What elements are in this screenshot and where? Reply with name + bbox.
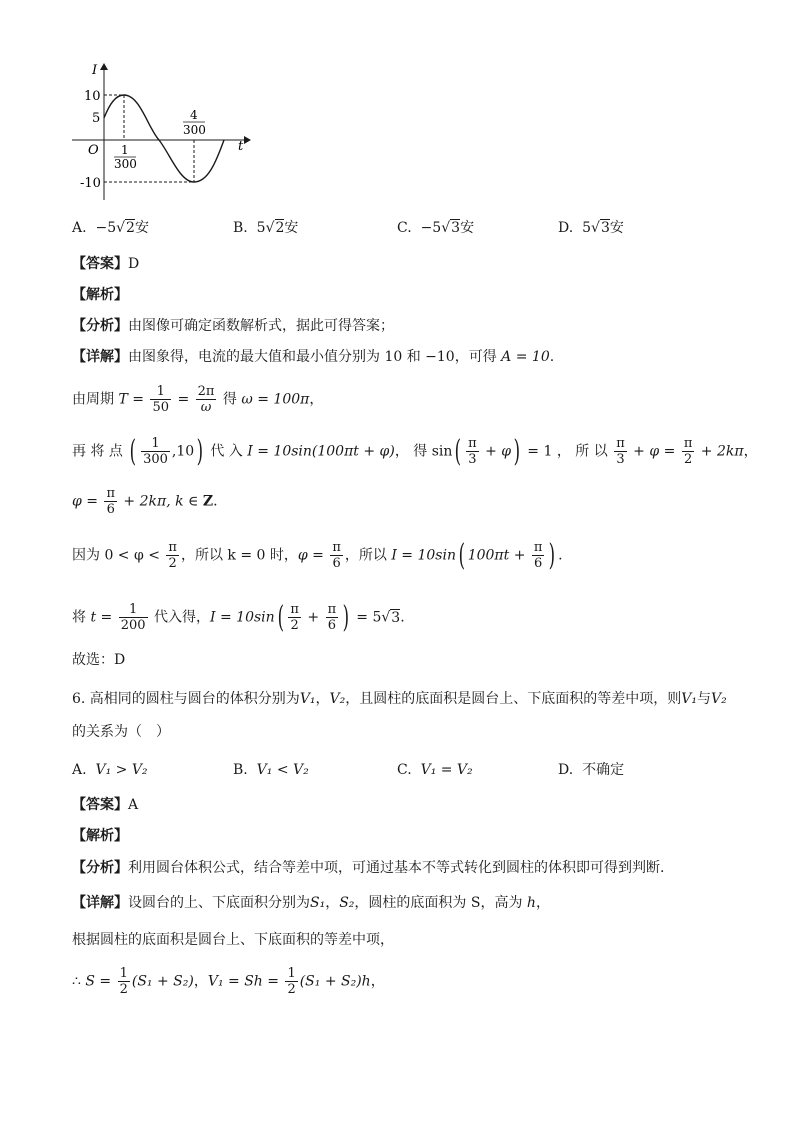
q6-fenxi-text: 利用圆台体积公式，结合等差中项，可通过基本不等式转化到圆柱的体积即可得到判断.: [128, 860, 665, 876]
q5-option-c-coef: −5: [420, 220, 442, 236]
q5-line3-pre: 再 将 点: [72, 443, 128, 460]
q5-line3-res-pi1: π: [616, 436, 625, 451]
q5-line3-sin-pi: π: [468, 436, 477, 451]
q5-line2-eq2: =: [177, 391, 194, 408]
q5-line3-paren-close: ): [196, 433, 204, 469]
q5-line3-mid: 代 入: [210, 443, 248, 460]
q5-line6-plus: +: [302, 609, 324, 626]
q5-line1-text: 由图象得，电流的最大值和最小值分别为 10 和 −10，可得: [128, 349, 502, 365]
q5-fenxi-tag: 【分析】: [72, 318, 128, 334]
q5-line3-de: ， 得: [394, 443, 432, 460]
q5-line5-pi3: π: [533, 540, 543, 555]
q5-option-c-radicand: 3: [451, 220, 461, 236]
q5-line2-frac1: [150, 384, 171, 415]
q6-h: h: [526, 895, 536, 911]
q6-V2: V₂: [329, 691, 346, 707]
q5-option-a[interactable]: A. −5√2安: [72, 220, 149, 236]
q6-line-c-pre: ∴: [72, 973, 86, 990]
q6-V1b: V₁: [681, 691, 698, 707]
q6-V1: V₁: [299, 691, 316, 707]
q6-V2b: V₂: [711, 691, 727, 707]
q6-detail-line-3: [72, 966, 385, 997]
q5-option-a-unit: 安: [134, 220, 149, 236]
q6-answer-value: A: [128, 797, 139, 813]
q5-line2-T: T: [118, 391, 128, 408]
q5-option-b[interactable]: B. 5√2安: [233, 220, 299, 236]
q5-detail-line-4: [72, 486, 218, 517]
q5-line5-paren-open: (: [458, 537, 466, 573]
q5-line3-sin: sin: [431, 443, 453, 460]
q5-option-c-unit: 安: [460, 220, 475, 236]
q5-line3-sin-paren-close: ): [513, 433, 521, 469]
q6-line-c-sum: (S₁ + S₂): [131, 973, 194, 990]
q5-line2-pre: 由周期: [72, 391, 119, 408]
q6-stem-1: 6. 高相同的圆柱与圆台的体积分别为: [72, 691, 300, 707]
t2-den: 300: [183, 123, 206, 137]
q5-detail-line-6: 将 t = $\frac{1}{200}$ 代入得，I = 10sin( $\frac{\pi}{2}$ + $\frac{\pi}{6}$ ) = 5√3.: [72, 599, 405, 635]
q5-line2-omega: ω = 100π: [241, 391, 310, 408]
q6-option-d-text: 不确定: [582, 762, 625, 778]
q5-option-d-unit: 安: [609, 220, 624, 236]
q5-line2-frac2-num: 2π: [197, 384, 215, 399]
q5-line3-res-frac1: [614, 436, 627, 467]
q6-option-c-label: C.: [397, 762, 412, 778]
q6-line-c-half-num1: 1: [119, 966, 128, 981]
q5-option-b-coef: 5: [256, 220, 266, 236]
q6-xiangjie-1: 设圆台的上、下底面积分别为: [128, 895, 310, 911]
q5-line4-pi: π: [106, 486, 115, 501]
q5-fenxi-text: 由图像可确定函数解析式，据此可得答案；: [128, 318, 394, 334]
q5-option-b-unit: 安: [284, 220, 299, 236]
q5-line3-eq1: = 1: [522, 443, 553, 460]
q5-option-d-label: D.: [558, 220, 574, 236]
q6-answer: [72, 795, 138, 815]
q6-detail-line-1: [72, 893, 550, 913]
axis-y-label: I: [92, 63, 98, 78]
q5-option-a-coef: −5: [95, 220, 117, 236]
q5-line6-pre: 将: [72, 609, 91, 626]
q5-line5-pre: 因为 0 < φ <: [72, 547, 165, 564]
q5-line5-mid: ，所以 k = 0 时，: [180, 547, 298, 564]
q5-line3-eq: I = 10sin(100πt + φ): [247, 443, 395, 460]
q5-line5-suoyi: ，所以: [344, 547, 392, 564]
q6-line-c-half-num2: 1: [287, 966, 296, 981]
q6-line-c-frac1: [118, 966, 130, 997]
q6-stem-2: ，且圆柱的底面积是圆台上、下底面积的等差中项，则: [345, 691, 682, 707]
q6-option-b-text: V₁ < V₂: [256, 762, 309, 778]
q5-line6-paren-close: ): [342, 599, 350, 635]
q5-line5-arg: 100πt +: [467, 547, 530, 564]
q5-line2-frac1-den: 50: [152, 400, 169, 415]
q5-line5-phi: φ =: [297, 547, 329, 564]
q5-line4-Z: Z: [202, 493, 214, 510]
q5-line3-point-frac: [141, 436, 170, 467]
q5-option-c-label: C.: [397, 220, 412, 236]
q5-option-d-coef: 5: [582, 220, 592, 236]
q5-choice: 故选：D: [72, 652, 126, 668]
q6-comma1: ，: [315, 691, 330, 707]
q6-line-c-S: S =: [85, 973, 116, 990]
q5-line6-t-num: 1: [119, 602, 148, 618]
q5-option-b-label: B.: [233, 220, 248, 236]
q5-line6-I: I = 10sin: [210, 609, 275, 626]
q5-line5-frac3: [532, 540, 545, 571]
q5-line3-point-den: 300: [143, 452, 168, 467]
t2-num: 4: [190, 108, 198, 122]
q5-line6-mid: 代入得，: [149, 609, 210, 626]
q5-line2-eq1: =: [127, 391, 149, 408]
q5-line3-point-num: 1: [141, 436, 170, 452]
q5-line6-frac2: [326, 602, 339, 633]
q5-option-a-label: A.: [72, 220, 87, 236]
t1-num: 1: [121, 143, 129, 157]
q5-line6-end: .: [400, 609, 405, 626]
q6-analysis-tag: 【解析】: [72, 828, 128, 844]
q5-line6-pi1: π: [290, 602, 299, 617]
q6-line-c-end: ，: [370, 973, 385, 990]
q6-xiangjie-end: ，: [535, 895, 550, 911]
tick-neg10: -10: [80, 176, 101, 191]
q5-line5-I: I = 10sin: [391, 547, 456, 564]
q6-option-b[interactable]: [233, 760, 309, 780]
q5-line3-sin-3: 3: [468, 452, 477, 467]
q5-line6-frac: [119, 602, 148, 633]
q6-fenxi: [72, 858, 664, 878]
q6-S2: S₂: [339, 895, 355, 911]
q5-line2-frac2-den: ω: [200, 400, 212, 415]
q5-line5-pi: π: [168, 540, 177, 555]
q5-answer: [72, 254, 139, 274]
q5-line6-radicand: 3: [391, 609, 401, 626]
q5-line6-t: t =: [90, 609, 117, 626]
q5-line6-pi2: π: [327, 602, 337, 617]
q5-fenxi: [72, 316, 394, 336]
q5-line1-math: A = 10: [501, 349, 550, 365]
q5-line4-end: .: [213, 493, 218, 510]
q5-line3-res-2: 2: [683, 452, 693, 467]
q6-line-c-frac2: [285, 966, 297, 997]
q5-option-c[interactable]: C. −5√3安: [397, 220, 475, 236]
q5-detail-line-1: [72, 347, 554, 367]
axis-x-label: t: [238, 139, 244, 154]
q5-line2-end: ，: [309, 391, 324, 408]
q5-line3-res-mid: + φ =: [628, 443, 680, 460]
q5-line2-frac1-num: 1: [150, 384, 171, 400]
q5-line3-res-rhs: + 2kπ: [696, 443, 744, 460]
q5-option-b-radicand: 2: [275, 220, 285, 236]
q5-line3-end: ，: [743, 443, 758, 460]
q5-line3-point-y: ,10: [171, 443, 195, 460]
q6-detail-line-2: 根据圆柱的底面积是圆台上、下底面积的等差中项，: [72, 932, 394, 948]
q6-line-c-mid: ，: [193, 973, 208, 990]
q6-stem-3: 与: [697, 691, 712, 707]
q5-line2-frac2: [196, 384, 217, 415]
q5-line3-paren-open: (: [129, 433, 137, 469]
tick-10: 10: [84, 89, 101, 104]
q5-line3-sin-paren-open: (: [455, 433, 462, 469]
q5-line6-6: 6: [327, 618, 336, 633]
q5-line3-sin-frac: [466, 436, 479, 467]
q5-option-d-radicand: 3: [600, 220, 610, 236]
q6-stem-line-1: [72, 689, 727, 709]
q6-option-a-text: V₁ > V₂: [95, 762, 148, 778]
q5-analysis-tag: 【解析】: [72, 287, 128, 303]
q6-xiangjie-tag: 【详解】: [72, 895, 128, 911]
q6-line-c-half-den2: 2: [287, 982, 296, 997]
q6-answer-tag: 【答案】: [72, 797, 128, 813]
q6-option-b-label: B.: [233, 762, 248, 778]
q5-line6-t-den: 200: [120, 618, 146, 633]
q5-option-a-radicand: 2: [126, 220, 135, 236]
q5-line4-phi: φ =: [72, 493, 103, 510]
q5-option-d[interactable]: D. 5√3安: [558, 220, 624, 236]
t1-den: 300: [114, 157, 137, 171]
q5-line3-res-pi2: π: [683, 436, 693, 451]
q5-line6-frac1: [288, 602, 301, 633]
q5-answer-value: D: [128, 256, 140, 272]
q6-option-c-text: V₁ = V₂: [420, 762, 473, 778]
q6-comma: ，: [325, 895, 340, 911]
q5-detail-line-3: [72, 433, 758, 469]
q6-stem-line-2: 的关系为（ ）: [72, 724, 170, 740]
q5-line4-frac: [104, 486, 117, 517]
q5-line3-res-frac2: [682, 436, 695, 467]
q5-line3-res-3: 3: [616, 452, 625, 467]
q5-line4-6: 6: [106, 502, 115, 517]
q6-S1: S₁: [310, 895, 326, 911]
q5-line2-mid: 得: [222, 391, 242, 408]
q6-option-a-label: A.: [72, 762, 87, 778]
q5-line4-rest: + 2kπ, k ∈: [118, 493, 203, 510]
q5-line6-2: 2: [290, 618, 299, 633]
q6-option-a[interactable]: [72, 760, 148, 780]
q5-line1-end: .: [549, 349, 555, 365]
q5-line5-paren-close: ): [549, 537, 556, 573]
q6-option-d-label: D.: [558, 762, 574, 778]
q5-xiangjie-tag: 【详解】: [72, 349, 128, 365]
q6-line-c-V1: V₁ = Sh =: [207, 973, 284, 990]
q6-line-c-half-den1: 2: [119, 982, 128, 997]
q6-option-d[interactable]: [558, 760, 624, 780]
q5-line3-phi: + φ: [480, 443, 512, 460]
q5-answer-tag: 【答案】: [72, 256, 128, 272]
q5-line5-end: .: [558, 547, 563, 564]
q6-fenxi-tag: 【分析】: [72, 860, 128, 876]
q6-option-c[interactable]: [397, 760, 473, 780]
q5-line3-suoyi: ， 所 以: [556, 443, 613, 460]
current-graph: [60, 58, 260, 208]
q5-line6-paren-open: (: [277, 599, 284, 635]
q5-line5-6b: 6: [534, 556, 543, 571]
origin-label: O: [88, 143, 99, 158]
q5-line5-6: 6: [332, 556, 341, 571]
q5-line5-2: 2: [168, 556, 177, 571]
q5-line5-frac2: [330, 540, 343, 571]
q5-line5-frac: [166, 540, 179, 571]
q5-detail-line-2: [72, 384, 323, 415]
q6-xiangjie-2: ，圆柱的底面积为 S，高为: [354, 895, 527, 911]
q6-line-c-sum2: (S₁ + S₂)h: [299, 973, 371, 990]
q5-line6-res: = 5: [351, 609, 382, 626]
q5-line5-pi2: π: [332, 540, 341, 555]
tick-5: 5: [92, 111, 101, 126]
q5-detail-line-5: [72, 537, 563, 573]
